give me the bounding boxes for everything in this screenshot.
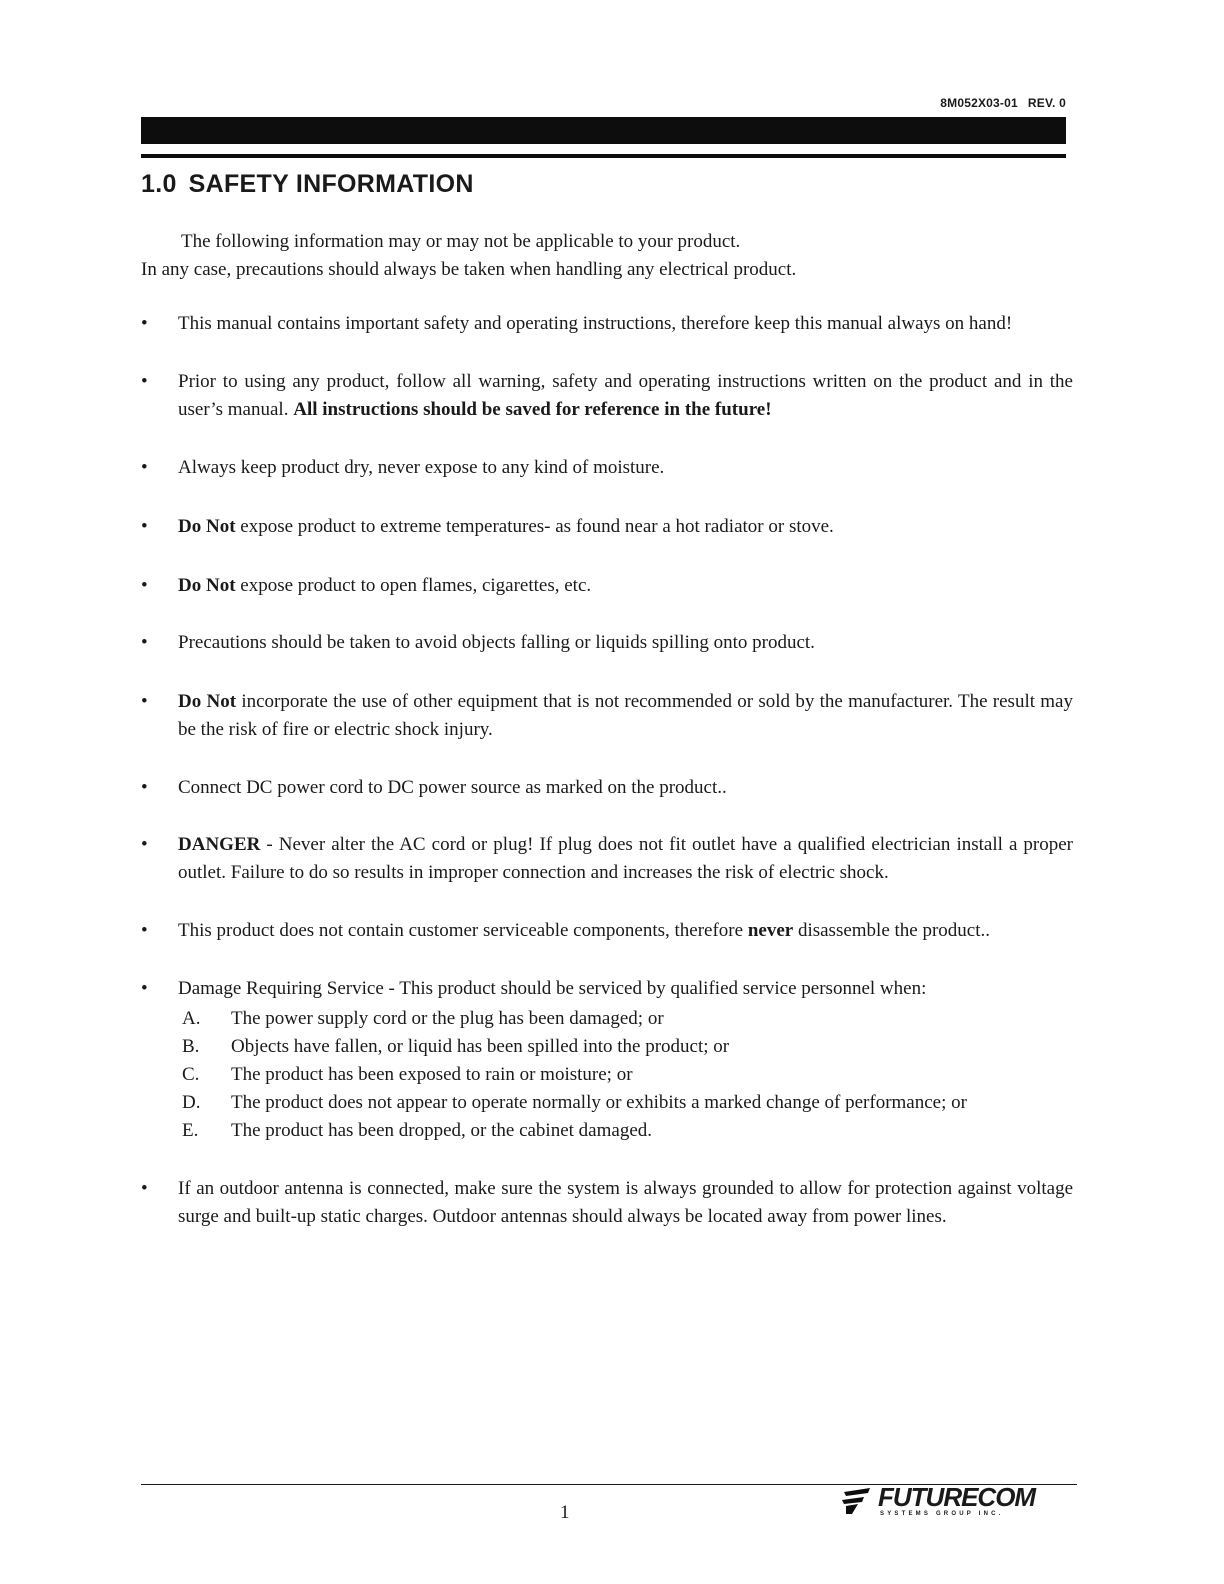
intro-line-2: In any case, precautions should always be taken when handling any electrical product. bbox=[141, 259, 797, 280]
bullet-item bbox=[141, 1175, 1073, 1231]
bullet-item bbox=[141, 310, 1073, 338]
intro-paragraph bbox=[141, 228, 1071, 284]
futurecom-logo bbox=[840, 1482, 1060, 1522]
bullet-icon: • bbox=[141, 920, 148, 941]
doc-number: 8M052X03-01 bbox=[940, 96, 1018, 110]
futurecom-logo-mark-icon bbox=[840, 1486, 872, 1516]
bullet-bold-text: never bbox=[747, 920, 794, 941]
item-letter: E. bbox=[182, 1120, 199, 1141]
bullet-item bbox=[141, 688, 1073, 744]
item-letter: B. bbox=[182, 1036, 200, 1057]
section-title bbox=[141, 170, 474, 199]
item-letter: A. bbox=[182, 1008, 201, 1029]
bullet-item bbox=[141, 629, 1073, 657]
item-text: The product does not appear to operate normally or exhibits a marked change of performance; or bbox=[231, 1092, 967, 1113]
bullet-text: Prior to using any product, follow all warning, safety and operating instructions written on the product and in the user’s manual. bbox=[178, 371, 1073, 420]
bullet-text: If an outdoor antenna is connected, make sure the system is always grounded to allow for protection against voltage surge and built-up static charges. Outdoor antennas should always be located away from power lines. bbox=[178, 1178, 1073, 1227]
section-title-text: SAFETY INFORMATION bbox=[188, 170, 474, 198]
bullet-item bbox=[141, 454, 1073, 482]
bullet-item bbox=[141, 572, 1073, 600]
bullet-item bbox=[141, 368, 1073, 424]
service-condition-item bbox=[178, 1089, 1073, 1117]
bullet-item bbox=[141, 831, 1073, 887]
bullet-icon: • bbox=[141, 632, 148, 653]
safety-bullet-list bbox=[141, 310, 1073, 1231]
bullet-item bbox=[141, 513, 1073, 541]
bullet-text: This product does not contain customer serviceable components, therefore bbox=[178, 920, 744, 941]
bullet-icon: • bbox=[141, 691, 148, 712]
bullet-icon: • bbox=[141, 777, 148, 798]
bullet-text: Damage Requiring Service - This product should be serviced by qualified service personnel when: bbox=[178, 978, 927, 999]
bullet-bold-text: All instructions should be saved for reference in the future! bbox=[293, 399, 772, 420]
intro-line-1: The following information may or may not be applicable to your product. bbox=[181, 231, 741, 252]
bullet-text: Precautions should be taken to avoid objects falling or liquids spilling onto product. bbox=[178, 632, 815, 653]
bullet-item bbox=[141, 975, 1073, 1145]
item-text: The product has been dropped, or the cabinet damaged. bbox=[231, 1120, 653, 1141]
section-number: 1.0 bbox=[141, 170, 177, 198]
item-text: The power supply cord or the plug has been damaged; or bbox=[231, 1008, 664, 1029]
bullet-text: disassemble the product.. bbox=[797, 920, 991, 941]
bullet-bold-text: DANGER bbox=[178, 834, 261, 855]
bullet-text: expose product to open flames, cigarettes, etc. bbox=[240, 575, 592, 596]
service-condition-item bbox=[178, 1061, 1073, 1089]
header-rule bbox=[141, 154, 1066, 158]
logo-wordmark: FUTURECOM bbox=[878, 1482, 1036, 1512]
document-id bbox=[940, 96, 1066, 110]
bullet-text: Always keep product dry, never expose to any kind of moisture. bbox=[178, 457, 665, 478]
service-condition-item bbox=[178, 1005, 1073, 1033]
bullet-bold-text: Do Not bbox=[178, 575, 236, 596]
bullet-icon: • bbox=[141, 575, 148, 596]
bullet-icon: • bbox=[141, 516, 148, 537]
bullet-icon: • bbox=[141, 457, 148, 478]
item-letter: C. bbox=[182, 1064, 200, 1085]
header-bar bbox=[141, 117, 1066, 144]
bullet-bold-text: Do Not bbox=[178, 516, 236, 537]
bullet-icon: • bbox=[141, 313, 148, 334]
item-text: Objects have fallen, or liquid has been spilled into the product; or bbox=[231, 1036, 730, 1057]
bullet-icon: • bbox=[141, 371, 148, 392]
page-number: 1 bbox=[560, 1502, 570, 1523]
bullet-icon: • bbox=[141, 834, 148, 855]
service-condition-item bbox=[178, 1033, 1073, 1061]
logo-tagline: SYSTEMS GROUP INC. bbox=[880, 1511, 1004, 1517]
bullet-text: This manual contains important safety and operating instructions, therefore keep this manual always on hand! bbox=[178, 313, 1013, 334]
service-condition-item bbox=[178, 1117, 1073, 1145]
bullet-item bbox=[141, 774, 1073, 802]
bullet-icon: • bbox=[141, 1178, 148, 1199]
bullet-text: incorporate the use of other equipment that is not recommended or sold by the manufacturer. The result may be the risk of fire or electric shock injury. bbox=[178, 691, 1073, 740]
service-conditions-list bbox=[178, 1005, 1073, 1145]
bullet-text: expose product to extreme temperatures- as found near a hot radiator or stove. bbox=[240, 516, 834, 537]
bullet-bold-text: Do Not bbox=[178, 691, 237, 712]
item-letter: D. bbox=[182, 1092, 201, 1113]
revision-label: REV. 0 bbox=[1027, 96, 1066, 110]
bullet-text: Connect DC power cord to DC power source as marked on the product.. bbox=[178, 777, 727, 798]
item-text: The product has been exposed to rain or moisture; or bbox=[231, 1064, 633, 1085]
bullet-item bbox=[141, 917, 1073, 945]
bullet-text: - Never alter the AC cord or plug! If plug does not fit outlet have a qualified electrician install a proper outlet. Failure to do so results in improper connection and increases the risk of electric shock. bbox=[178, 834, 1074, 883]
bullet-icon: • bbox=[141, 978, 148, 999]
